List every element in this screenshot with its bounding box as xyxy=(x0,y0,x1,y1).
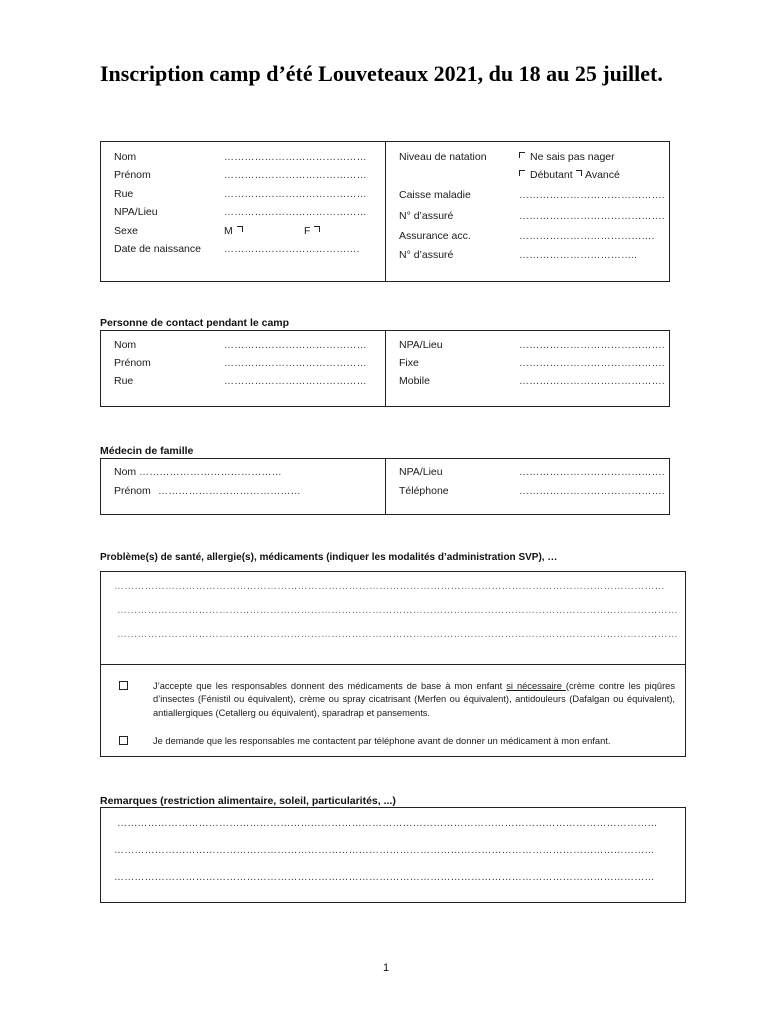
field-medecin-telephone[interactable]: ……………………………………. xyxy=(519,486,665,497)
remarques-line-3[interactable]: …………………………………………………………………………………………………………………………………………… xyxy=(114,872,655,883)
field-medecin-nom[interactable]: …………………………………… xyxy=(139,467,282,478)
label-avance: Avancé xyxy=(585,169,620,181)
label-sexe: Sexe xyxy=(114,225,138,237)
medecin-divider xyxy=(385,459,386,514)
label-date-naissance: Date de naissance xyxy=(114,243,201,255)
label-contact-prenom: Prénom xyxy=(114,357,151,369)
field-contact-rue[interactable]: …………………………………… xyxy=(224,376,367,387)
field-contact-mobile[interactable]: ……………………………………. xyxy=(519,376,665,387)
field-medecin-prenom[interactable]: …………………………………… xyxy=(158,486,301,497)
page-title: Inscription camp d’été Louveteaux 2021, du 18 au 25 juillet. xyxy=(100,61,663,86)
label-medecin-nom: Nom xyxy=(114,466,137,478)
label-n-assure: N° d’assuré xyxy=(399,210,454,222)
label-rue: Rue xyxy=(114,188,134,200)
checkbox-icon xyxy=(519,170,525,176)
accept-text-1: J’accepte que les responsables donnent des médicaments de base à mon enfant xyxy=(153,681,507,691)
label-prenom: Prénom xyxy=(114,169,151,181)
section-heading-sante: Problème(s) de santé, allergie(s), médicaments (indiquer les modalités d’administration SVP), … xyxy=(100,552,558,563)
field-date-naissance[interactable]: …………………………………. xyxy=(224,244,360,255)
accept-text-2: (crème contre les piqûres d’insectes (Fénistil ou équivalent), crème ou spray cicatrisant (Merfen ou équivalent), antidouleurs (Dafalgan ou équivalent), antiallergiques (Cetallerg ou équivalent), sparadrap et pansements. xyxy=(153,681,675,718)
accept-text-underlined: si nécessaire xyxy=(506,681,566,691)
checkbox-icon xyxy=(576,170,582,176)
label-ne-sais-pas-nager: Ne sais pas nager xyxy=(530,151,615,163)
label-caisse-maladie: Caisse maladie xyxy=(399,189,471,201)
sante-line-1[interactable]: ……………………………………………………………………………………………………………………………………………… xyxy=(114,581,665,592)
contact-divider xyxy=(385,331,386,406)
label-niveau-natation: Niveau de natation xyxy=(399,151,487,163)
text-accept-medicaments xyxy=(153,680,675,720)
label-n-assure-2: N° d’assuré xyxy=(399,249,454,261)
label-contact-npa-lieu: NPA/Lieu xyxy=(399,339,443,351)
checkbox-icon xyxy=(519,152,525,158)
label-assurance-acc: Assurance acc. xyxy=(399,230,471,242)
field-nom[interactable]: …………………………………… xyxy=(224,152,367,163)
remarques-line-2[interactable]: …………………………………………………………………………………………………………………………………………… xyxy=(114,845,655,856)
section-heading-contact: Personne de contact pendant le camp xyxy=(100,317,290,329)
page-number: 1 xyxy=(382,962,390,974)
label-medecin-telephone: Téléphone xyxy=(399,485,449,497)
field-caisse-maladie[interactable]: ……………………………………. xyxy=(519,190,665,201)
field-assurance-acc[interactable]: …………………………………. xyxy=(519,231,655,242)
section-heading-remarques: Remarques (restriction alimentaire, soleil, particularités, ...) xyxy=(100,795,396,807)
checkbox-icon xyxy=(237,226,243,232)
label-medecin-npa-lieu: NPA/Lieu xyxy=(399,466,443,478)
checkbox-accept-medicaments[interactable] xyxy=(119,681,128,690)
field-contact-prenom[interactable]: …………………………………… xyxy=(224,358,367,369)
field-n-assure-2[interactable]: …………………………….. xyxy=(519,250,638,261)
label-sexe-f: F xyxy=(304,225,311,237)
checkbox-icon xyxy=(314,226,320,232)
participant-divider xyxy=(385,142,386,281)
label-sexe-m: M xyxy=(224,225,233,237)
field-contact-npa-lieu[interactable]: ……………………………………. xyxy=(519,340,665,351)
checkbox-sexe-m[interactable] xyxy=(224,225,243,238)
checkbox-debutant[interactable] xyxy=(519,169,573,182)
field-rue[interactable]: …………………………………… xyxy=(224,189,367,200)
label-contact-fixe: Fixe xyxy=(399,357,419,369)
checkbox-sexe-f[interactable] xyxy=(304,225,320,238)
label-nom: Nom xyxy=(114,151,137,163)
label-contact-rue: Rue xyxy=(114,375,134,387)
field-n-assure[interactable]: ……………………………………. xyxy=(519,211,665,222)
checkbox-avance[interactable] xyxy=(576,169,620,182)
text-demande-contact: Je demande que les responsables me contactent par téléphone avant de donner un médicament à mon enfant. xyxy=(153,736,611,746)
field-npa-lieu[interactable]: …………………………………… xyxy=(224,207,367,218)
sante-divider xyxy=(101,664,685,665)
label-contact-nom: Nom xyxy=(114,339,137,351)
remarques-line-1[interactable]: …………………………………………………………………………………………………………………………………………… xyxy=(117,818,658,829)
field-medecin-npa-lieu[interactable]: ……………………………………. xyxy=(519,467,665,478)
label-npa-lieu: NPA/Lieu xyxy=(114,206,158,218)
sante-line-3[interactable]: ………………………………………………………………………………………………………………………………………………… xyxy=(117,629,678,640)
section-heading-medecin: Médecin de famille xyxy=(100,445,194,457)
label-medecin-prenom: Prénom xyxy=(114,485,151,497)
label-debutant: Débutant xyxy=(530,169,573,181)
checkbox-ne-sais-pas-nager[interactable] xyxy=(519,151,615,164)
sante-box xyxy=(100,571,686,757)
field-contact-nom[interactable]: …………………………………… xyxy=(224,340,367,351)
field-contact-fixe[interactable]: ……………………………………. xyxy=(519,358,665,369)
field-prenom[interactable]: …………………………………… xyxy=(224,170,367,181)
sante-line-2[interactable]: ………………………………………………………………………………………………………………………………………………… xyxy=(117,605,678,616)
checkbox-demande-contact[interactable] xyxy=(119,736,128,745)
label-contact-mobile: Mobile xyxy=(399,375,430,387)
